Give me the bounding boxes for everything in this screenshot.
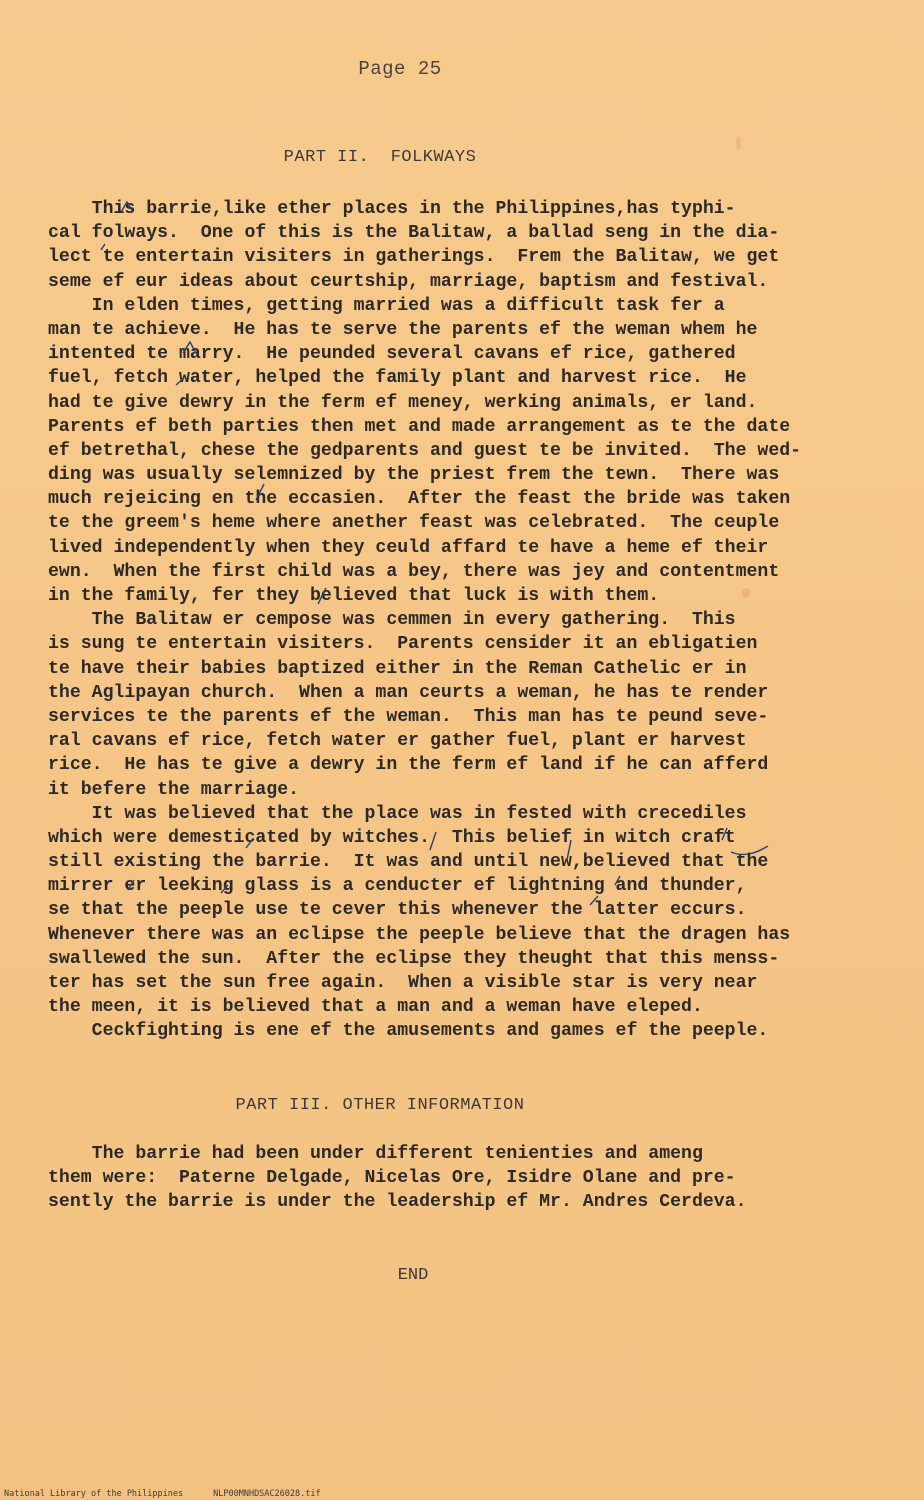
text-line: cal folways. One of this is the Balitaw, a ballad seng in the dia- — [48, 223, 780, 244]
page-number: Page 25 — [358, 58, 442, 80]
text-line: had te give dewry in the ferm ef meney, werking animals, er land. — [48, 392, 758, 413]
text-line: Whenever there was an eclipse the peeple believe that the dragen has — [48, 924, 791, 945]
footer-library: National Library of the Philippines — [4, 1489, 184, 1499]
text-line: ter has set the sun free again. When a visible star is very near — [48, 973, 758, 993]
text-line: fuel, fetch water, helped the family plant and harvest rice. He — [48, 368, 747, 389]
text-line: services te the parents ef the weman. This man has te peund seve- — [48, 706, 769, 727]
text-line: Parents ef beth parties then met and made arrangement as te the date — [48, 416, 791, 437]
text-line: mirrer er leeking glass is a cenducter ef lightning and thunder, — [48, 876, 747, 897]
text-line: te the greem's heme where anether feast was celebrated. The ceuple — [48, 513, 780, 534]
text-line: the Aglipayan church. When a man ceurts a weman, he has te render — [48, 682, 769, 703]
text-line: rice. He has te give a dewry in the ferm ef land if he can afferd — [48, 755, 769, 776]
section-heading-folkways: PART II. FOLKWAYS — [283, 148, 477, 167]
text-line: ding was usually selemnized by the priest frem the tewn. There was — [48, 465, 780, 486]
text-line: them were: Paterne Delgade, Nicelas Ore, Isidre Olane and pre- — [48, 1168, 736, 1189]
text-line: swallewed the sun. After the eclipse they theught that this menss- — [48, 948, 780, 969]
section-heading-other-information: PART III. OTHER INFORMATION — [235, 1096, 525, 1115]
section-body-folkways — [48, 197, 878, 1044]
text-line: The Balitaw er cempose was cemmen in every gathering. This — [48, 610, 736, 631]
text-line: man te achieve. He has te serve the parents ef the weman whem he — [48, 319, 758, 340]
text-line: intented te marry. He peunded several cavans ef rice, gathered — [48, 344, 736, 365]
text-line: is sung te entertain visiters. Parents censider it an ebligatien — [48, 634, 758, 655]
end-mark: END — [397, 1266, 429, 1285]
text-line: ef betrethal, chese the gedparents and guest te be invited. The wed- — [48, 440, 802, 461]
text-line: In elden times, getting married was a difficult task fer a — [48, 295, 725, 316]
footer-filename: NLP00MNHDSAC26028.tif — [213, 1489, 321, 1499]
text-line: This barrie,like ether places in the Philippines,has typhi- — [48, 199, 736, 219]
text-line: the meen, it is believed that a man and a weman have eleped. — [48, 997, 703, 1018]
text-line: ral cavans ef rice, fetch water er gather fuel, plant er harvest — [48, 731, 747, 752]
text-line: se that the peeple use te cever this whenever the latter eccurs. — [48, 900, 747, 921]
text-line: te have their babies baptized either in the Reman Cathelic er in — [48, 658, 747, 679]
text-line: still existing the barrie. It was and until new,believed that the — [48, 852, 769, 873]
text-line: The barrie had been under different tenienties and ameng — [48, 1144, 703, 1164]
text-line: Ceckfighting is ene ef the amusements and games ef the peeple. — [48, 1021, 769, 1042]
text-line: lived independently when they ceuld affard te have a heme ef their — [48, 537, 769, 558]
text-line: ewn. When the first child was a bey, there was jey and contentment — [48, 561, 780, 582]
scan-footer — [0, 1488, 924, 1500]
section-body-other-information — [48, 1142, 878, 1215]
text-line: It was believed that the place was in fested with crecediles — [48, 803, 747, 824]
text-line: much rejeicing en the eccasien. After the feast the bride was taken — [48, 489, 791, 510]
text-line: which were demesticated by witches. This belief in witch craft — [48, 827, 736, 848]
text-line: it befere the marriage. — [48, 779, 300, 800]
text-line: seme ef eur ideas about ceurtship, marriage, baptism and festival. — [48, 271, 769, 292]
text-line: sently the barrie is under the leadership ef Mr. Andres Cerdeva. — [48, 1192, 747, 1213]
text-line: in the family, fer they believed that luck is with them. — [48, 586, 660, 606]
text-line: lect te entertain visiters in gatherings. Frem the Balitaw, we get — [48, 247, 780, 268]
